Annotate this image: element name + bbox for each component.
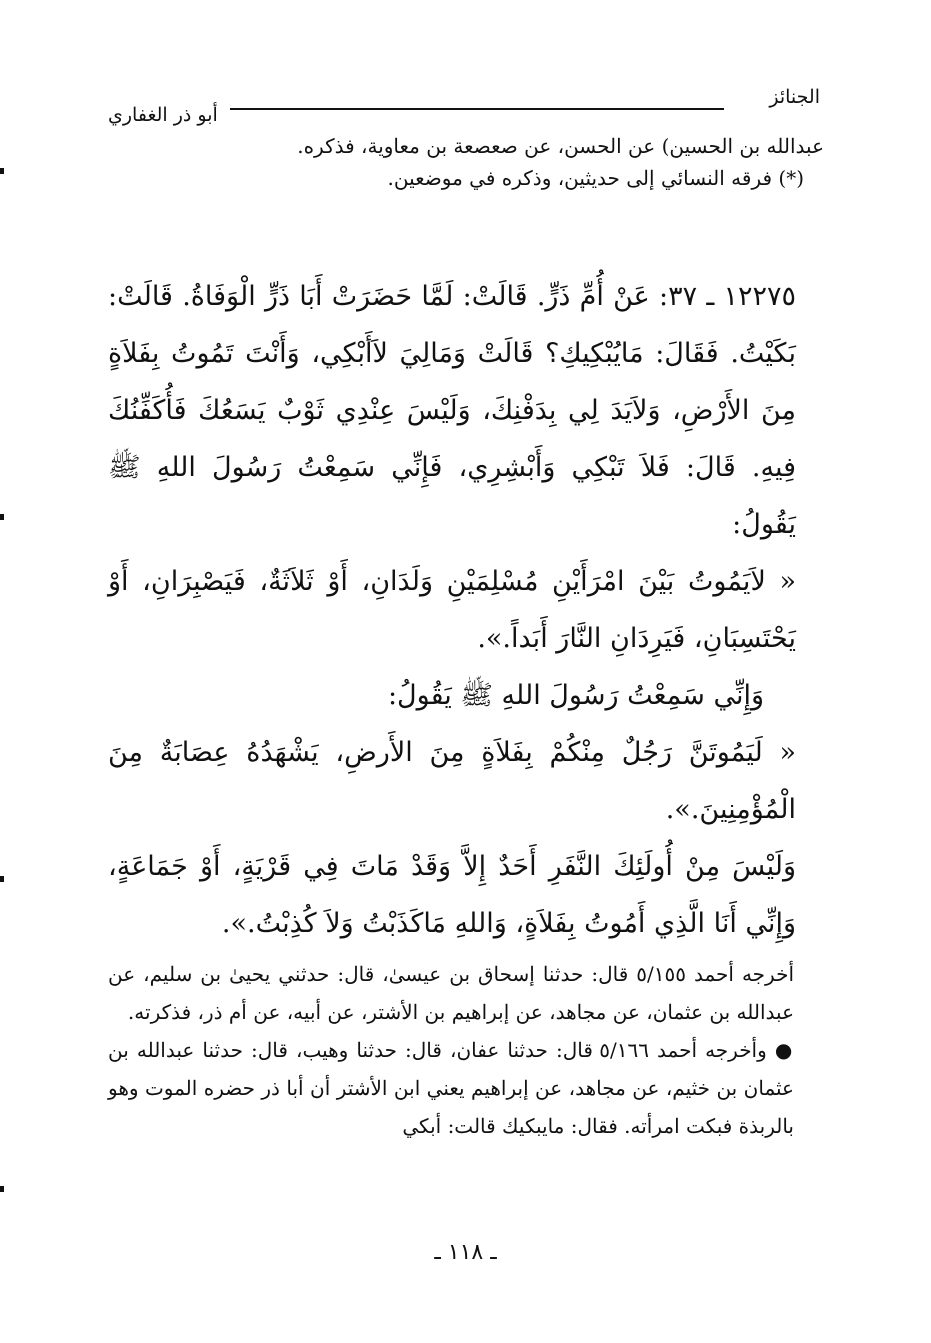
margin-mark xyxy=(0,168,4,174)
chapter-title: الجنائز xyxy=(769,86,820,108)
note-2: ● وأخرجه أحمد ٥/١٦٦ قال: حدثنا عفان، قال: حدثنا وهيب، قال: حدثنا عبدالله بن عثمان بن خثيم، عن مجاهد، عن إبراهيم يعني ابن الأشتر أن أبا ذر حضره الموت وهو بالربذة فبكت امرأته. فقال: مايبكيك قالت: أبكي xyxy=(108,1038,794,1138)
section-title: أبو ذر الغفاري xyxy=(108,104,218,126)
hadith-paragraph-5: وَلَيْسَ مِنْ أُولَئِكَ النَّفَرِ أَحَدٌ إِلاَّ وَقَدْ مَاتَ فِي قَرْيَةٍ، أَوْ جَمَاعَةٍ، وَإِنِّي أَنَا الَّذِي أَمُوتُ بِفَلاَةٍ، وَاللهِ مَاكَذَبْتُ وَلاَ كُذِبْتُ.». xyxy=(108,851,796,939)
header-rule xyxy=(230,108,724,110)
running-header xyxy=(108,86,820,126)
hadith-paragraph-3: وَإِنِّي سَمِعْتُ رَسُولَ اللهِ ﷺ يَقُولُ: xyxy=(387,680,764,711)
page-number: ـ ١١٨ ـ xyxy=(434,1240,497,1265)
hadith-paragraph-1: ١٢٢٧٥ ـ ٣٧: عَنْ أُمِّ ذَرٍّ. قَالَتْ: لَمَّا حَضَرَتْ أَبَا ذَرٍّ الْوَفَاةُ. قَالَتْ: بَكَيْتُ. فَقَالَ: مَايُبْكِيكِ؟ قَالَتْ وَمَالِيَ لاَأَبْكِي، وَأَنْتَ تَمُوتُ بِفَلاَةٍ مِنَ الأَرْضِ، وَلاَيَدَ لِي بِدَفْنِكَ، وَلَيْسَ عِنْدِي ثَوْبٌ يَسَعُكَ فَأُكَفِّنُكَ فِيهِ. قَالَ: فَلاَ تَبْكِي وَأَبْشِرِي، فَإِنِّي سَمِعْتُ رَسُولَ اللهِ ﷺ يَقُولُ: xyxy=(108,281,796,540)
hadith-paragraph-4: « لَيَمُوتَنَّ رَجُلٌ مِنْكُمْ بِفَلاَةٍ مِنَ الأَرضِ، يَشْهَدُهُ عِصَابَةٌ مِنَ الْمُؤْمِنِينَ.». xyxy=(108,737,796,825)
margin-mark xyxy=(0,1186,4,1192)
takhrij-notes xyxy=(108,955,824,1145)
margin-mark xyxy=(0,876,4,882)
intro-line-2: (*) فرقه النسائي إلى حديثين، وذكره في موضعين. xyxy=(387,166,804,190)
intro-footnote xyxy=(108,130,824,194)
margin-mark xyxy=(0,514,4,520)
note-1: أخرجه أحمد ٥/١٥٥ قال: حدثنا إسحاق بن عيسىٰ، قال: حدثني يحيىٰ بن سليم، عن عبدالله بن عثمان، عن مجاهد، عن إبراهيم بن الأشتر، عن أبيه، عن أم ذر، فذكرته. xyxy=(108,962,794,1024)
hadith-text xyxy=(108,268,824,952)
intro-line-1: عبدالله بن الحسين) عن الحسن، عن صعصعة بن معاوية، فذكره. xyxy=(297,134,824,158)
hadith-paragraph-2: « لاَيَمُوتُ بَيْنَ امْرَأَيْنِ مُسْلِمَيْنِ وَلَدَانِ، أَوْ ثَلاَثَةٌ، فَيَصْبِرَانِ، أَوْ يَحْتَسِبَانِ، فَيَرِدَانِ النَّارَ أَبَداً.». xyxy=(108,566,796,654)
